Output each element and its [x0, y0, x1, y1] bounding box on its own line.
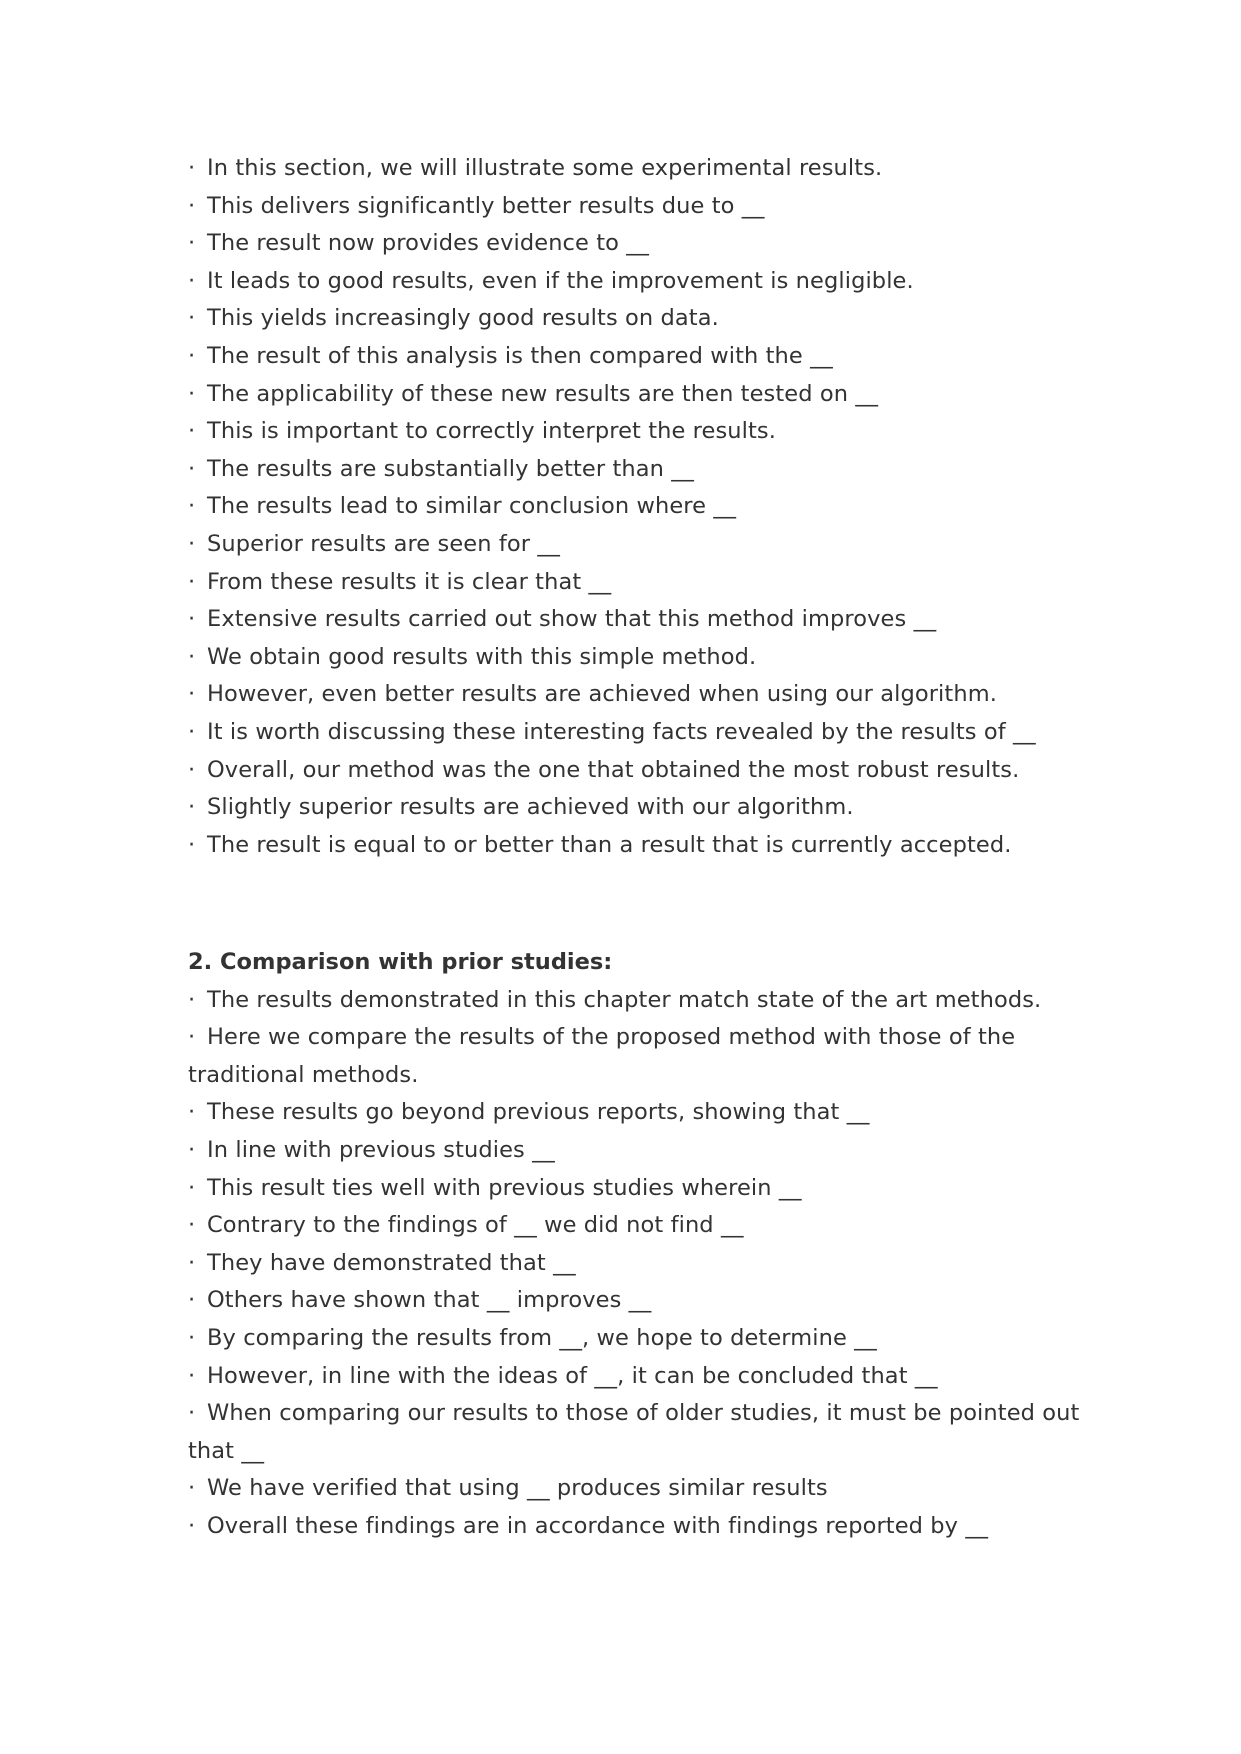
list-item-text: This result ties well with previous studies wherein __	[207, 1174, 802, 1201]
list-item-text: We obtain good results with this simple method.	[207, 643, 757, 670]
list-item-text: From these results it is clear that __	[207, 568, 612, 595]
bullet-icon: ·	[188, 530, 196, 557]
bullet-icon: ·	[188, 342, 196, 369]
list-item-text: The result now provides evidence to __	[207, 230, 649, 257]
list-item	[188, 300, 1088, 338]
bullet-icon: ·	[188, 568, 196, 595]
list-item-text: The results are substantially better than __	[207, 455, 694, 482]
list-item	[188, 1019, 1088, 1094]
list-item-text: The result is equal to or better than a result that is currently accepted.	[207, 831, 1012, 858]
bullet-icon: ·	[188, 1249, 196, 1276]
list-item-text: Superior results are seen for __	[207, 530, 561, 557]
bullet-icon: ·	[188, 267, 196, 294]
list-item	[188, 639, 1088, 677]
list-item-text: When comparing our results to those of older studies, it must be pointed out that __	[188, 1400, 1080, 1464]
list-item-text: The applicability of these new results are then tested on __	[207, 380, 879, 407]
bullet-icon: ·	[188, 1475, 196, 1502]
list-item	[188, 1282, 1088, 1320]
bullet-icon: ·	[188, 606, 196, 633]
bullet-icon: ·	[188, 681, 196, 708]
list-item	[188, 1508, 1088, 1546]
list-item	[188, 752, 1088, 790]
bullet-icon: ·	[188, 1174, 196, 1201]
bullet-icon: ·	[188, 643, 196, 670]
list-item	[188, 982, 1088, 1020]
bullet-icon: ·	[188, 418, 196, 445]
bullet-icon: ·	[188, 1099, 196, 1126]
bullet-icon: ·	[188, 831, 196, 858]
list-item	[188, 413, 1088, 451]
list-item-text: Others have shown that __ improves __	[207, 1287, 652, 1314]
bullet-icon: ·	[188, 718, 196, 745]
bullet-icon: ·	[188, 192, 196, 219]
list-item	[188, 338, 1088, 376]
comparison-section	[188, 944, 1088, 1546]
list-item	[188, 451, 1088, 489]
list-item-text: Overall, our method was the one that obtained the most robust results.	[207, 756, 1020, 783]
list-item	[188, 1358, 1088, 1396]
list-item-text: However, even better results are achieved when using our algorithm.	[207, 681, 997, 708]
list-item-text: These results go beyond previous reports, showing that __	[207, 1099, 870, 1126]
list-item-text: Extensive results carried out show that this method improves __	[207, 606, 937, 633]
list-item	[188, 150, 1088, 188]
bullet-icon: ·	[188, 986, 196, 1013]
list-item	[188, 488, 1088, 526]
list-item	[188, 225, 1088, 263]
bullet-icon: ·	[188, 1400, 196, 1427]
list-item-text: By comparing the results from __, we hope to determine __	[207, 1324, 877, 1351]
bullet-icon: ·	[188, 455, 196, 482]
bullet-icon: ·	[188, 305, 196, 332]
list-item-text: The results lead to similar conclusion where __	[207, 493, 737, 520]
list-item-text: This delivers significantly better results due to __	[207, 192, 765, 219]
bullet-icon: ·	[188, 155, 196, 181]
list-item	[188, 1320, 1088, 1358]
list-item	[188, 564, 1088, 602]
list-item	[188, 1132, 1088, 1170]
bullet-icon: ·	[188, 230, 196, 257]
list-item	[188, 789, 1088, 827]
list-item-text: Here we compare the results of the proposed method with those of the traditional methods.	[188, 1024, 1016, 1088]
list-item	[188, 188, 1088, 226]
bullet-icon: ·	[188, 1024, 196, 1051]
bullet-icon: ·	[188, 756, 196, 783]
list-item	[188, 1245, 1088, 1283]
bullet-icon: ·	[188, 1212, 196, 1239]
list-item	[188, 676, 1088, 714]
list-item	[188, 1094, 1088, 1132]
bullet-icon: ·	[188, 1512, 196, 1539]
bullet-icon: ·	[188, 380, 196, 407]
list-item	[188, 376, 1088, 414]
bullet-icon: ·	[188, 794, 196, 821]
list-item-text: The results demonstrated in this chapter match state of the art methods.	[207, 986, 1042, 1013]
list-item	[188, 601, 1088, 639]
results-phrase-list	[188, 150, 1088, 864]
list-item-text: However, in line with the ideas of __, it can be concluded that __	[207, 1362, 938, 1389]
results-section	[188, 150, 1088, 864]
list-item-text: In this section, we will illustrate some experimental results.	[207, 155, 883, 181]
list-item-text: We have verified that using __ produces similar results	[207, 1475, 828, 1502]
bullet-icon: ·	[188, 1324, 196, 1351]
list-item-text: Overall these findings are in accordance with findings reported by __	[207, 1512, 989, 1539]
list-item-text: It is worth discussing these interesting facts revealed by the results of __	[207, 718, 1036, 745]
list-item-text: In line with previous studies __	[207, 1136, 555, 1163]
list-item-text: It leads to good results, even if the improvement is negligible.	[207, 267, 914, 294]
list-item-text: Contrary to the findings of __ we did not find __	[207, 1212, 744, 1239]
list-item-text: Slightly superior results are achieved with our algorithm.	[207, 794, 854, 821]
bullet-icon: ·	[188, 1287, 196, 1314]
list-item	[188, 1170, 1088, 1208]
list-item-text: This is important to correctly interpret the results.	[207, 418, 776, 445]
comparison-phrase-list	[188, 982, 1088, 1546]
list-item	[188, 1470, 1088, 1508]
list-item-text: The result of this analysis is then compared with the __	[207, 342, 833, 369]
list-item	[188, 1395, 1088, 1470]
list-item	[188, 827, 1088, 865]
bullet-icon: ·	[188, 493, 196, 520]
list-item	[188, 263, 1088, 301]
bullet-icon: ·	[188, 1362, 196, 1389]
section-heading: 2. Comparison with prior studies:	[188, 949, 613, 975]
list-item	[188, 526, 1088, 564]
bullet-icon: ·	[188, 1136, 196, 1163]
list-item	[188, 714, 1088, 752]
list-item-text: They have demonstrated that __	[207, 1249, 576, 1276]
list-item-text: This yields increasingly good results on data.	[207, 305, 719, 332]
list-item	[188, 1207, 1088, 1245]
